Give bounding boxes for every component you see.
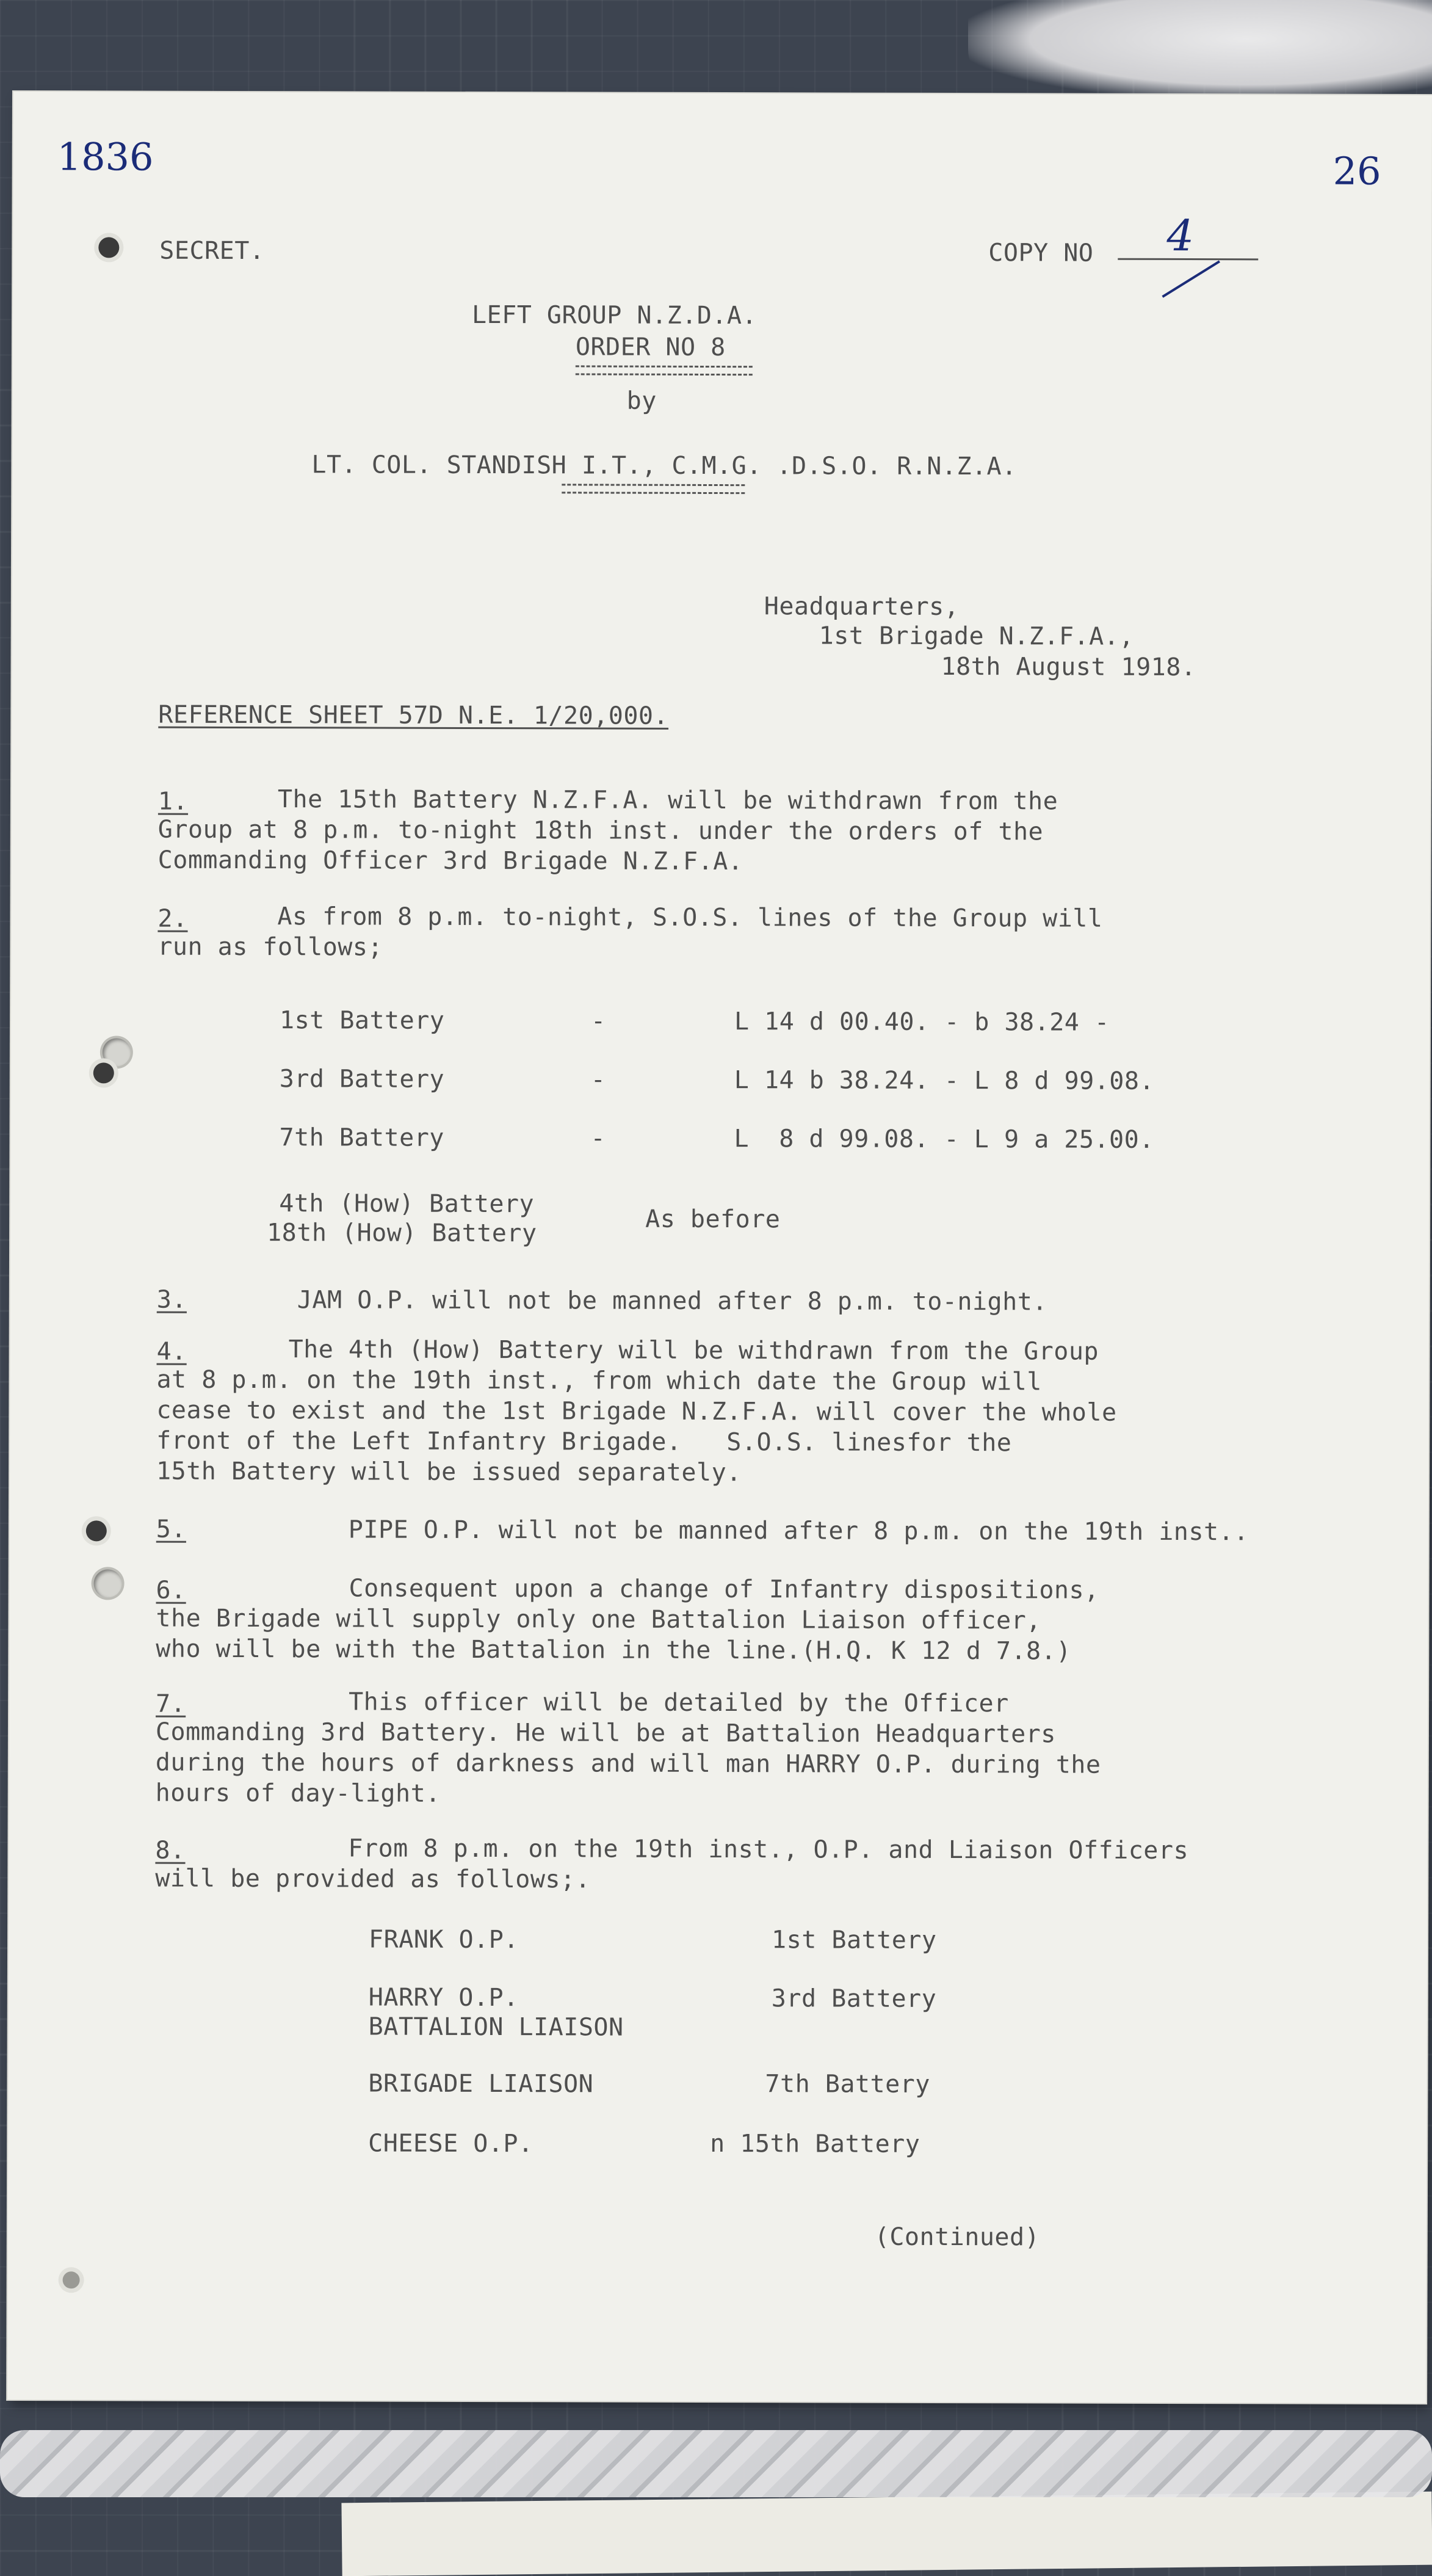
title-line-2: ORDER NO 8 [575, 333, 726, 362]
author-line: LT. COL. STANDISH I.T., C.M.G. .D.S.O. R.N.Z.A. [311, 451, 1017, 481]
para-6-text: Consequent upon a change of Infantry dispositions, the Brigade will supply only one Battalion Liaison officer, who will be with the Battalion in the line.(H.Q. K 12 d 7.8.) [156, 1574, 1099, 1666]
assignment-battery-2: 3rd Battery [771, 1984, 937, 2013]
para-5-text: PIPE O.P. will not be manned after 8 p.m. on the 19th inst.. [348, 1515, 1249, 1547]
assignment-battery-4: n 15th Battery [710, 2129, 920, 2158]
punch-hole [93, 1062, 114, 1083]
continued-note: (Continued) [874, 2222, 1040, 2252]
folio-number-left: 1836 [57, 134, 154, 180]
copy-no-label: COPY NO [988, 239, 1094, 267]
how-battery-18: 18th (How) Battery [267, 1219, 537, 1248]
punch-hole [86, 1520, 107, 1541]
assignment-post-2: HARRY O.P. BATTALION LIAISON [368, 1983, 624, 2042]
punch-hole [94, 1569, 122, 1597]
para-8-text: From 8 p.m. on the 19th inst., O.P. and Liaison Officers will be provided as follows;. [155, 1834, 1189, 1894]
fabric-background [968, 0, 1432, 98]
by-line: by [626, 386, 657, 415]
hq-date: 18th August 1918. [941, 652, 1196, 682]
para-1-text: The 15th Battery N.Z.F.A. will be withdrawn from the Group at 8 p.m. to-night 18th inst. under the orders of the Commanding Officer 3rd Brigade N.Z.F.A. [157, 785, 1058, 876]
para-7-text: This officer will be detailed by the Officer Commanding 3rd Battery. He will be at Battalion Headquarters during the hours of darkness and will man HARRY O.P. during the hours of day-light. [155, 1688, 1101, 1808]
sos-line-3: L 8 d 99.08. - L 9 a 25.00. [734, 1125, 1154, 1154]
how-battery-4: 4th (How) Battery [279, 1189, 535, 1219]
para-6-number: 6. [156, 1576, 186, 1605]
sos-battery-3: 7th Battery [279, 1123, 444, 1152]
para-7-number: 7. [156, 1689, 186, 1718]
para-2-number: 2. [157, 904, 188, 933]
sos-battery-2: 3rd Battery [279, 1065, 445, 1094]
author-double-underline [562, 484, 745, 494]
punch-hole [103, 1038, 131, 1066]
title-double-underline [576, 365, 753, 376]
assignment-post-1: FRANK O.P. [369, 1925, 519, 1954]
para-8-number: 8. [155, 1836, 186, 1865]
assignment-post-3: BRIGADE LIAISON [368, 2069, 594, 2099]
assignment-battery-3: 7th Battery [765, 2070, 930, 2099]
para-2-text: As from 8 p.m. to-night, S.O.S. lines of the Group will run as follows; [157, 902, 1103, 962]
sos-line-2: L 14 b 38.24. - L 8 d 99.08. [734, 1066, 1155, 1095]
para-4-number: 4. [156, 1337, 187, 1366]
reference-sheet: REFERENCE SHEET 57D N.E. 1/20,000. [158, 700, 669, 730]
folio-number-right: 26 [1333, 148, 1381, 194]
hq-line-2: 1st Brigade N.Z.F.A., [819, 622, 1134, 651]
assignment-post-4: CHEESE O.P. [368, 2129, 533, 2158]
para-1-number: 1. [157, 787, 189, 816]
para-3-number: 3. [156, 1285, 187, 1314]
title-line-1: LEFT GROUP N.Z.D.A. [471, 300, 758, 330]
underlying-page [341, 2492, 1432, 2576]
sos-dash-2: - [590, 1065, 606, 1094]
sos-dash-3: - [590, 1124, 606, 1153]
para-3-text: JAM O.P. will not be manned after 8 p.m. to-night. [297, 1286, 1047, 1316]
sos-dash-1: - [590, 1007, 606, 1036]
hq-line-1: Headquarters, [764, 592, 960, 622]
document-page [7, 92, 1432, 2403]
punch-hole [63, 2271, 80, 2288]
copy-no-stroke [1162, 260, 1220, 297]
copy-no-handwritten: 4 [1166, 210, 1195, 261]
para-4-text: The 4th (How) Battery will be withdrawn from the Group at 8 p.m. on the 19th inst., from which date the Group will cease to exist and the 1st Brigade N.Z.F.A. will cover the whole front of the Left Infantry Brigade. S.O.S. linesfor the 15th Battery will be issued separately. [156, 1335, 1117, 1487]
binding-cord [0, 2430, 1432, 2497]
as-before: As before [645, 1205, 781, 1234]
assignment-battery-1: 1st Battery [772, 1926, 937, 1954]
punch-hole [98, 237, 119, 258]
sos-battery-1: 1st Battery [279, 1006, 445, 1035]
sos-line-1: L 14 d 00.40. - b 38.24 - [734, 1007, 1110, 1037]
para-5-number: 5. [156, 1515, 187, 1544]
classification: SECRET. [159, 236, 265, 266]
